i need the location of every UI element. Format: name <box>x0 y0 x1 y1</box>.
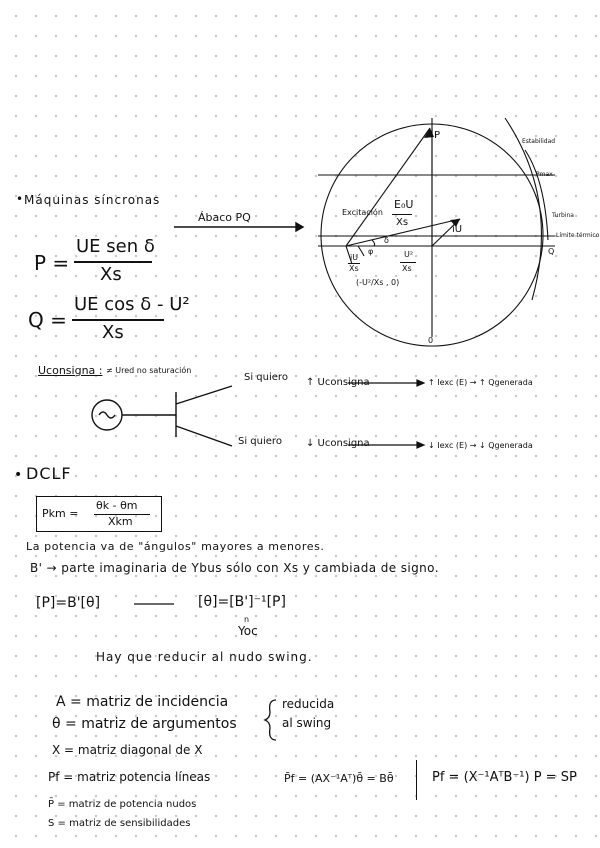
label-turbina: Turbina <box>552 212 574 219</box>
row1-si-quiero: Si quiero <box>244 372 288 383</box>
p-lhs: P = <box>34 251 70 275</box>
label-e0u-num: E₀U <box>394 198 414 211</box>
u2-fraction <box>400 262 416 263</box>
dclf-eq1: [P]=B'[θ] <box>36 595 101 611</box>
def-x: X = matriz diagonal de X <box>52 743 203 757</box>
pkm-lhs: Pkm = <box>42 507 79 520</box>
generator-schematic <box>92 386 232 446</box>
row1-uconsigna: ↑ Uconsigna <box>306 377 370 388</box>
row2-result: ↓ Iexc (E) → ↓ Qgenerada <box>428 441 533 450</box>
label-e0u-den: Xs <box>396 217 409 228</box>
p-numerator: UE sen δ <box>76 236 155 257</box>
q-lhs: Q = <box>28 308 67 332</box>
e0u-fraction <box>392 214 412 215</box>
phi-arc <box>358 246 364 256</box>
pq-diagram <box>318 118 555 346</box>
def-a: A = matriz de incidencia <box>56 694 229 710</box>
origin-label: 0 <box>428 336 434 345</box>
q-denominator: Xs <box>102 322 124 343</box>
label-phi: φ <box>368 247 374 256</box>
def-pf-eq: P̄f = (AX⁻¹Aᵀ)θ̄ = Bθ̄ <box>284 772 394 785</box>
uconsigna-title: Uconsigna : <box>38 364 103 377</box>
label-iu-xs-num: iU <box>350 253 359 262</box>
label-limite-termico: Límite térmico <box>556 232 600 239</box>
row2-uconsigna: ↓ Uconsigna <box>306 438 370 449</box>
label-u2-num: U² <box>404 250 414 259</box>
label-iu: iU <box>452 224 463 235</box>
abaco-arrow <box>174 223 303 231</box>
dclf-line1: La potencia va de "ángulos" mayores a menores. <box>26 540 325 553</box>
dclf-eq2-sub: Yoc <box>238 624 258 638</box>
dclf-eq2-n: n <box>244 615 250 624</box>
bullet-sync: • <box>16 192 24 206</box>
q-numerator: UE cos δ - U² <box>74 294 190 315</box>
brace <box>265 700 276 740</box>
heading-maquinas-sincronas: Máquinas síncronas <box>24 193 161 207</box>
dclf-heading: DCLF <box>26 464 72 483</box>
uconsigna-note: ≠ Ured no saturación <box>106 366 192 375</box>
label-delta: δ <box>384 236 389 245</box>
dclf-line2: B' → parte imaginaria de Ybus sólo con Xs y cambiada de signo. <box>30 561 439 575</box>
def-s: S = matriz de sensibilidades <box>48 818 191 829</box>
pkm-den: Xkm <box>108 515 133 528</box>
bullet-dclf: • <box>14 467 23 483</box>
label-pmax: Pmax <box>536 171 553 178</box>
brace-reducida: reducida <box>282 697 335 711</box>
p-denominator: Xs <box>100 264 122 285</box>
def-pf-eq2: Pf = (X⁻¹AᵀB⁻¹) P = SP <box>432 770 577 785</box>
brace-al-swing: al swing <box>282 716 332 730</box>
p-axis-label: P <box>434 130 441 141</box>
delta-arc <box>372 240 375 246</box>
dclf-eq2: [θ]=[B']⁻¹[P] <box>198 594 286 610</box>
q-axis-label: Q <box>548 247 555 256</box>
pkm-num: θk - θm <box>96 499 138 512</box>
def-pf: Pf = matriz potencia líneas <box>48 770 211 784</box>
label-iu-xs-den: Xs <box>349 264 359 273</box>
row2-si-quiero: Si quiero <box>238 436 282 447</box>
dclf-line3: Hay que reducir al nudo swing. <box>96 650 313 664</box>
label-u2-den: Xs <box>402 264 412 273</box>
label-excitacion: Excitación <box>342 208 383 217</box>
e0u-vector <box>346 128 430 246</box>
def-p: P̄ = matriz de potencia nudos <box>48 799 197 810</box>
label-center: (-U²/Xs , 0) <box>356 278 400 287</box>
pf-separator <box>416 760 417 800</box>
label-estabilidad: Estabilidad <box>522 138 556 145</box>
def-theta: θ = matriz de argumentos <box>52 716 237 732</box>
row1-result: ↑ Iexc (E) → ↑ Qgenerada <box>428 378 533 387</box>
arrow-label-abaco: Ábaco PQ <box>198 211 251 224</box>
